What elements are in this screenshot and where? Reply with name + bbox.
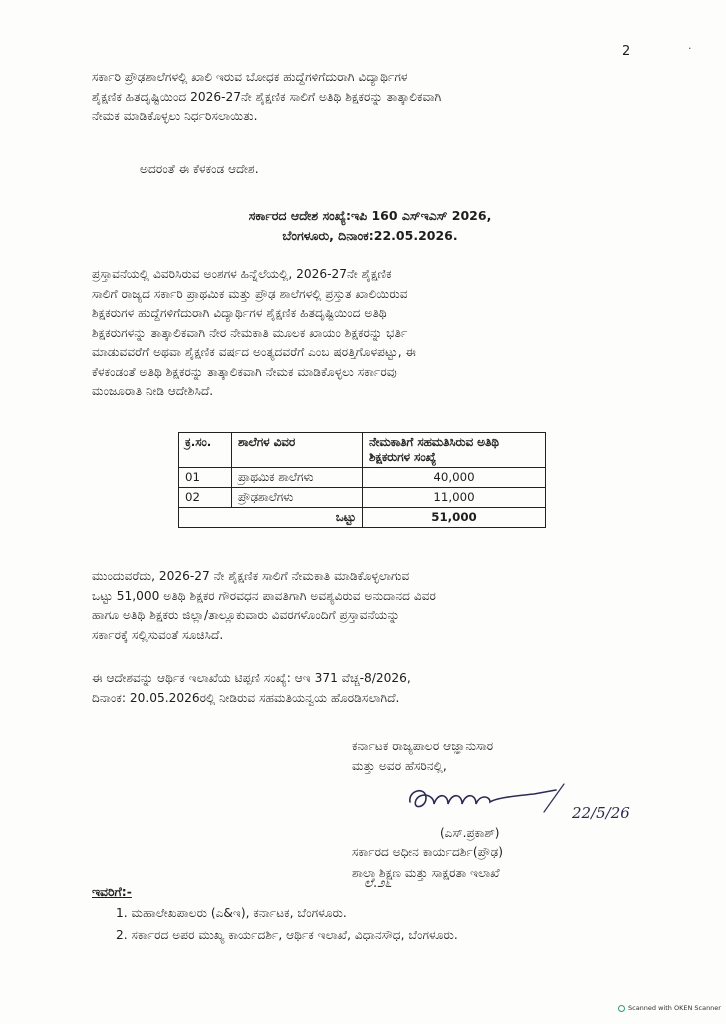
designation-line: ಶಾಲಾ ಶಿಕ್ಷಣ ಮತ್ತು ಸಾಕ್ಷರತಾ ಇಲಾಖೆ — [352, 866, 500, 880]
paragraph-finance-note — [92, 669, 652, 708]
para-line: ನೇಮಕ ಮಾಡಿಕೊಳ್ಳಲು ನಿರ್ಧರಿಸಲಾಯಿತು. — [92, 109, 258, 123]
para-line: ದಿನಾಂಕ: 20.05.2026ರಲ್ಲಿ ನೀಡಿರುವ ಸಹಮತಿಯನ್ವಯ ಹೊರಡಿಸಲಾಗಿದೆ. — [92, 690, 400, 705]
order-place-date: ಬೆಂಗಳೂರು, ದಿನಾಂಕ:22.05.2026. — [282, 228, 458, 243]
cell-serial: 01 — [179, 468, 232, 488]
para-line: ಸಾಲಿಗೆ ರಾಜ್ಯದ ಸರ್ಕಾರಿ ಪ್ರಾಥಮಿಕ ಮತ್ತು ಪ್ರೌಢ ಶಾಲೆಗಳಲ್ಲಿ ಪ್ರಸ್ತುತ ಖಾಲಿಯಿರುವ — [92, 286, 408, 301]
list-item: 2. ಸರ್ಕಾರದ ಅಪರ ಮುಖ್ಯ ಕಾರ್ಯದರ್ಶಿ, ಆರ್ಥಿಕ ಇಲಾಖೆ, ವಿಧಾನಸೌಧ, ಬೆಂಗಳೂರು. — [116, 928, 458, 942]
order-number: ಸರ್ಕಾರದ ಆದೇಶ ಸಂಖ್ಯೆ:ಇಪಿ 160 ಎಸ್‌ಇಎಸ್ 2026, — [248, 208, 492, 223]
page-number: 2 — [622, 44, 631, 59]
total-value: 51,000 — [363, 508, 546, 528]
copy-to-title: ಇವರಿಗೆ:- — [92, 884, 132, 899]
signatory-name: (ಎಸ್.ಪ್ರಕಾಶ್) — [440, 826, 500, 840]
table-total-row — [179, 508, 546, 528]
para-line: ಸರ್ಕಾರಕ್ಕೆ ಸಲ್ಲಿಸುವಂತೆ ಸೂಚಿಸಿದೆ. — [92, 627, 224, 642]
para-line: ಮುಂದುವರೆದು, 2026-27 ನೇ ಶೈಕ್ಷಣಿಕ ಸಾಲಿಗೆ ನೇಮಕಾತಿ ಮಾಡಿಕೊಳ್ಳಲಾಗುವ — [92, 569, 410, 583]
order-heading — [150, 206, 590, 246]
para-line: ಈ ಆದೇಶವನ್ನು ಆರ್ಥಿಕ ಇಲಾಖೆಯ ಟಿಪ್ಪಣಿ ಸಂಖ್ಯೆ: ಆಇ 371 ವೆಚ್ಚ-8/2026, — [92, 671, 411, 685]
table-row — [179, 468, 546, 488]
scanner-logo-icon — [618, 1005, 625, 1012]
para-line: ಶಿಕ್ಷಕರುಗಳ ಹುದ್ದೆಗಳಿಗೆದುರಾಗಿ ವಿದ್ಯಾರ್ಥಿಗಳ ಶೈಕ್ಷಣಿಕ ಹಿತದೃಷ್ಟಿಯಿಂದ ಅತಿಥಿ — [92, 306, 387, 320]
para-line: ಮಂಜೂರಾತಿ ನೀಡಿ ಆದೇಶಿಸಿದೆ. — [92, 384, 214, 398]
authority-line: ಮತ್ತು ಅವರ ಹೆಸರಿನಲ್ಲಿ, — [352, 759, 447, 773]
para-line: ಕೆಳಕಂಡಂತೆ ಅತಿಥಿ ಶಿಕ್ಷಕರನ್ನು ತಾತ್ಕಾಲಿಕವಾಗಿ ನೇಮಕ ಮಾಡಿಕೊಳ್ಳಲು ಸರ್ಕಾರವು — [92, 364, 397, 379]
cell-serial: 02 — [179, 488, 232, 508]
cell-detail: ಪ್ರೌಢಶಾಲೆಗಳು — [232, 488, 363, 508]
header-school-detail: ಶಾಲೆಗಳ ವಿವರ — [232, 433, 363, 468]
total-label: ಒಟ್ಟು — [179, 508, 363, 528]
table-row — [179, 488, 546, 508]
scanner-text: Scanned with OKEN Scanner — [628, 1004, 721, 1012]
cell-count: 40,000 — [363, 468, 546, 488]
header-serial: ಕ್ರ.ಸಂ. — [179, 433, 232, 468]
handwritten-initial: ಲೆ.೨೬ — [364, 876, 392, 891]
para-line: ಶೈಕ್ಷಣಿಕ ಹಿತದೃಷ್ಟಿಯಿಂದ 2026-27ನೇ ಶೈಕ್ಷಣಿಕ ಸಾಲಿಗೆ ಅತಿಥಿ ಶಿಕ್ಷಕರನ್ನು ತಾತ್ಕಾಲಿಕವಾಗಿ — [92, 89, 442, 104]
cell-count: 11,000 — [363, 488, 546, 508]
list-item: 1. ಮಹಾಲೇಖಪಾಲರು (ಎ&ಇ), ಕರ್ನಾಟಕ, ಬೆಂಗಳೂರು. — [116, 906, 347, 920]
designation-line: ಸರ್ಕಾರದ ಅಧೀನ ಕಾರ್ಯದರ್ಶಿ(ಪ್ರೌಢ) — [352, 845, 504, 859]
intro-line: ಅದರಂತೆ ಈ ಕೆಳಕಂಡ ಆದೇಶ. — [140, 162, 259, 176]
authority-block — [352, 736, 493, 776]
scanner-watermark — [618, 1004, 721, 1012]
para-line: ಹಾಗೂ ಅತಿಥಿ ಶಿಕ್ಷಕರು ಜಿಲ್ಲಾ/ತಾಲ್ಲೂಕುವಾರು ವಿವರಗಳೊಂದಿಗೆ ಪ್ರಸ್ತಾವನೆಯನ್ನು — [92, 608, 400, 622]
allocation-table — [178, 432, 546, 528]
header-teacher-count: ನೇಮಕಾತಿಗೆ ಸಹಮತಿಸಿರುವ ಅತಿಥಿ ಶಿಕ್ಷಕರುಗಳ ಸಂಖ್ಯೆ — [363, 433, 546, 468]
signature-date: 22/5/26 — [572, 804, 630, 822]
para-line: ಸರ್ಕಾರಿ ಪ್ರೌಢಶಾಲೆಗಳಲ್ಲಿ ಖಾಲಿ ಇರುವ ಬೋಧಕ ಹುದ್ದೆಗಳಿಗೆದುರಾಗಿ ವಿದ್ಯಾರ್ಥಿಗಳ — [92, 70, 408, 84]
para-line: ಶಿಕ್ಷಕರುಗಳನ್ನು ತಾತ್ಕಾಲಿಕವಾಗಿ ನೇರ ನೇಮಕಾತಿ ಮೂಲಕ ಖಾಯಂ ಶಿಕ್ಷಕರನ್ನು ಭರ್ತಿ — [92, 325, 408, 340]
paragraph-further — [92, 567, 652, 645]
copy-to-list — [116, 902, 458, 946]
cell-detail: ಪ್ರಾಥಮಿಕ ಶಾಲೆಗಳು — [232, 468, 363, 488]
para-line: ಮಾಡುವವರೆಗೆ ಅಥವಾ ಶೈಕ್ಷಣಿಕ ವರ್ಷದ ಅಂತ್ಯದವರೆಗೆ ಎಂಬ ಷರತ್ತಿಗೊಳಪಟ್ಟು, ಈ — [92, 345, 417, 359]
authority-line: ಕರ್ನಾಟಕ ರಾಜ್ಯಪಾಲರ ಆಜ್ಞಾನುಸಾರ — [352, 739, 494, 753]
para-line: ಪ್ರಸ್ತಾವನೆಯಲ್ಲಿ ವಿವರಿಸಿರುವ ಅಂಶಗಳ ಹಿನ್ನೆಲೆಯಲ್ಲಿ, 2026-27ನೇ ಶೈಕ್ಷಣಿಕ — [92, 267, 392, 281]
para-line: ಒಟ್ಟು 51,000 ಅತಿಥಿ ಶಿಕ್ಷಕರ ಗೌರವಧನ ಪಾವತಿಗಾಗಿ ಅವಶ್ಯವಿರುವ ಅನುದಾನದ ವಿವರ — [92, 588, 436, 603]
edge-mark: · — [688, 42, 692, 55]
paragraph-order — [92, 265, 652, 402]
table-header-row — [179, 433, 546, 468]
paragraph-background — [92, 68, 652, 127]
handwritten-signature — [404, 782, 574, 818]
